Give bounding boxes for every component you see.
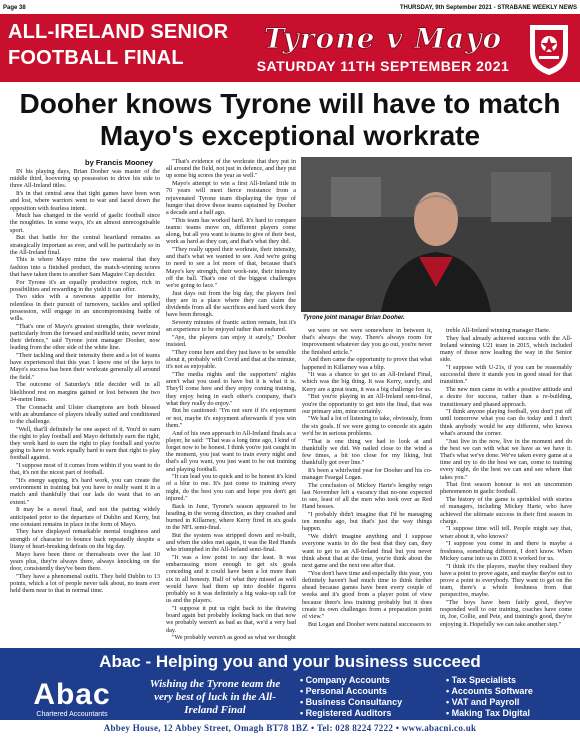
- paragraph: Much has changed in the world of gaelic football since the noughties. In some ways, it's an almost unrecognisable sport.: [10, 212, 160, 234]
- advert-headline: Abac - Helping you and your business succeed: [99, 652, 481, 671]
- paragraph: The Connacht and Ulster champions are both blessed with an abundance of players ideally suited and conditioned to the challenge.: [10, 403, 160, 425]
- paragraph: But that battle for the central heartland remains as strategically important as ever, and will be particularly so in the All-Ireland final.: [10, 234, 160, 256]
- paragraph: "I suppose most of it comes from within if you want to do that, it's not the nicest part of football.: [10, 462, 160, 477]
- paragraph: The new men came in with a positive attitude and a desire for success, rather than a re-building, transitionary and phased approach.: [440, 386, 572, 408]
- page-number: Page 38: [3, 5, 26, 11]
- service-item: • Business Consultancy: [300, 697, 403, 707]
- paragraph: "It was a low point to say the least. It was embarrassing more enough to get six goals conceding and it could have been a lot more than six in all honesty. Half of what they missed as well would have had them up into double figures probably so it was definitely a big wake-up call for us and the players.: [166, 553, 296, 605]
- paragraph: "They come here and they just have to be sensible about it, probably with Covid and that at the minute, it's not as enjoyable.: [166, 348, 296, 371]
- paragraph: "It can lead you to quick and to be honest it's kind of a blur to me. It's just come to training every night, do the best you can and hope you don't get injured.": [166, 473, 296, 502]
- paragraph: "We didn't imagine anything and I suppose everyone wants to do the best that they can, they want to get to an All-Ireland final but you never think about that at the time, you're think about the next game and the next one after that.: [302, 533, 432, 569]
- paragraph: But Logan and Dooher were natural successors to: [308, 620, 432, 628]
- paragraph: But the system was stripped down and re-built, and when the sides met again, it was the Red Hands who triumphed in the All-Ireland semi-final.: [166, 531, 296, 554]
- abac-logo-subtitle: Chartered Accountants: [36, 711, 108, 718]
- paragraph: "It was a chance to get to an All-Ireland Final, which was the big thing. It was Kerry, surely, and Kerry are a great team, it was a big challenge for us.: [302, 371, 432, 393]
- abac-logo-text: Abac: [33, 678, 111, 711]
- banner-title-line1: ALL-IRELAND SENIOR: [8, 21, 229, 43]
- service-item: • Registered Auditors: [300, 708, 392, 718]
- paragraph: "I suppose you come in and there is maybe a freshness, something different, I don't know. When Mickey came into us in 2003 it worked for us.: [440, 540, 572, 562]
- paragraph: "But you're playing in an All-Ireland semi-final, you're the opportunity to get into the final, that was our primary aim, mine certainly.: [302, 393, 432, 415]
- paragraph: But he cautioned: "I'm not sure if it's enjoyment or not, maybe it's enjoyment afterwards if you win them.": [166, 407, 296, 429]
- paragraph: "Their tackling and their intensity there and a lot of teams have experienced that this year. I know one of the keys to Mayo's success has been their workrate generally all around the field.": [10, 352, 160, 381]
- paragraph: It's in that central area that tight games have been won and lost, where warriors went to war and faced down the opposition with fearless intent.: [10, 190, 160, 212]
- paragraph: "I think anyone playing football, you don't put off until tomorrow what you can do today and I don't think anybody would be any different, who knows what's around the corner.: [440, 408, 572, 437]
- paragraph: Back in June, Tyrone's season appeared to be heading in the wrong direction, as they crashed and burned in Killarney, where Kerry fired in six goals in the NFL semi-final.: [166, 502, 296, 532]
- service-item: • Personal Accounts: [300, 686, 387, 696]
- section-banner: [0, 14, 580, 82]
- paragraph: "I suppose time will tell. People might say that, wiser about it, who knows?: [440, 525, 572, 540]
- paragraph: "That's one of Mayo's greatest strengths, their workrate, particularly from the forward and midfield units, never mind their defence," said Tyrone joint manager Dooher, now leading from the other side of the white line.: [10, 322, 160, 352]
- service-item: • Making Tax Digital: [446, 708, 531, 718]
- paragraph: This is where Mayo mine the raw material that they fashion into a finished product, the match-winning scores that have taken them to another Sam Maguire Cup decider.: [10, 256, 160, 278]
- paragraph: "You don't have time and especially this year, you definitely haven't had much time to think further ahead because games have been every couple of weeks and it's good from a player point of view because there's less training probably but it does create its own challenges from a preparation point of view.": [302, 569, 432, 620]
- paragraph: "That is one thing we had to look at and thankfully we did. We nailed close to the wind a few times, a bit too close for my liking, but thankfully got over line.": [302, 437, 432, 467]
- paragraph: It's been a whirlwind year for Dooher and his co-manager Feargal Logan.: [302, 466, 432, 482]
- match-title: Tyrone v Mayo: [263, 22, 503, 55]
- advert-tagline: Wishing the Tyrone team the very best of luck in the All-Ireland Final: [149, 678, 281, 716]
- paragraph: Just days out from the big day, the players feel they are in a place where they can claim the dividends from all the sacrifices and hard work they have been through.: [166, 289, 296, 319]
- paragraph: Seventy minutes of frantic action remain, but it's an experience to be enjoyed rather than endured.: [166, 318, 296, 334]
- paragraph: "This team has worked hard. It's hard to compare teams: teams move on, different players come along, but all you want is teams to give of their best, work as hard as they can, and that's what they did.: [166, 216, 296, 246]
- paragraph: "We probably weren't as good as what we thought: [172, 634, 296, 642]
- paragraph: "I probably didn't imagine that I'd be managing ten months ago, but that's just the way things happen.: [302, 511, 432, 533]
- article-column-4: [440, 327, 572, 642]
- paragraph: "We had a lot of listening to take, obviously, from the six goals. If we were going to concede six again we'd be in serious problems.: [302, 415, 432, 437]
- service-item: • Tax Specialists: [446, 675, 517, 685]
- match-title-box: [254, 22, 512, 80]
- paragraph: And of his own approach to All-Ireland finals as a player, he said: "That was a long time ago, I kind of forget now to be honest. I think you're just caught in the moment, you just want to train every night and that's all you want, you just want to be out training and playing football.: [166, 429, 296, 473]
- paragraph: "The boys have been fairly good, they've responded well to our training, coaches have come in, Joe, Collie, and Pete, and training's good, they're enjoying it. Hopefully we can take another step.": [440, 599, 572, 628]
- paragraph: That first season honour is not an uncommon phenomenon in gaelic football.: [440, 481, 572, 496]
- paragraph: we were or we were somewhere in between it, that's always the way. There's always room for improvement whatever day you go out, you're never the finished article.": [302, 327, 432, 356]
- paragraph: "I suppose with U-21s, if you can be reasonably successful there it stands you in good stead for that transition.": [440, 364, 572, 386]
- paragraph: "That's evidence of the workrate that they put in all around the field, not just in defence, and they put up some big scores the year as well.": [166, 158, 296, 180]
- paragraph: treble All-Ireland winning manager Harte.: [446, 327, 551, 334]
- paragraph: Mayo have been there or thereabouts over the last 10 years plus, they're always there, always knocking on the door, consistently they've been there.: [10, 550, 160, 572]
- advert-address-strip: [0, 720, 580, 737]
- photo-caption: Tyrone joint manager Brian Dooher.: [303, 315, 405, 321]
- abac-logo: [12, 678, 132, 720]
- paragraph: The outcome of Saturday's title decider will in all likelihood rest on margins gained or lost between the two 34-metre lines.: [10, 381, 160, 403]
- article-headline: Dooher knows Tyrone will have to match Mayo's exceptional workrate: [19, 88, 561, 151]
- match-date: SATURDAY 11TH SEPTEMBER 2021: [256, 58, 510, 74]
- paragraph: They have displayed remarkable mental toughness and strength of character to bounce back repeatedly despite a litany of heart-breaking defeats on the big day.: [10, 528, 160, 550]
- paragraph: "Just live in the now, live in the moment and do the best we can with what we have as we have it. That's what we've done. We've taken every game at a time and try to do the best we can, come to training every night, do the best we can and see where that takes you.": [440, 437, 572, 481]
- paragraph: And then came the opportunity to prove that what happened in Killarney was a blip.: [302, 356, 432, 371]
- paragraph: The history of the game is sprinkled with stories of managers, including Mickey Harte, who have achieved the ultimate success in their first season in charge.: [440, 496, 572, 525]
- paragraph: "They really upped their workrate, their intensity, and that's what we wanted to see. And we're going to need to see a lot more of that, because that's Mayo's key strength, their work-rate, their intensity off the ball. That's one of the biggest challenges we're going to face.": [166, 245, 296, 289]
- service-item: • Accounts Software: [446, 686, 533, 696]
- article-column-3: [302, 327, 432, 642]
- paragraph: "Aye, the players can enjoy it surely," Dooher insisted.: [166, 333, 296, 349]
- paragraph: Two sides with a ravenous appetite for intensity, relentless in their pursuit of turnovers, tackles and spilled possession, will engage in an uncompromising battle of wills.: [10, 293, 160, 323]
- service-item: • VAT and Payroll: [446, 697, 520, 707]
- banner-title-line2: FOOTBALL FINAL: [8, 47, 184, 69]
- paragraph: It may be a novel final, and not the pairing widely anticipated prior to the departure of Dublin and Kerry, but one constant remains in place in the form of Mayo.: [10, 506, 160, 528]
- article-column-2: [166, 158, 296, 642]
- manager-photo-illustration: [301, 157, 572, 312]
- paragraph: For Tyrone it's an equally productive region, rich in possibilities and rewarding in the yield it can offer.: [10, 278, 160, 293]
- paragraph: IN his playing days, Brian Dooher was master of the middle third, hoovering up possession to drive his side to three All-Ireland titles.: [10, 168, 160, 190]
- paragraph: Mayo's attempt to win a first All-Ireland title in 70 years will meet fierce resistance from a rejuvenated Tyrone team displaying the type of hunger that drove those teams captained by Dooher a decade and a half ago.: [166, 180, 296, 216]
- paragraph: "It's energy sapping, it's hard work, you can create the environment in training but you have to really want it in a match and thankfully that our lads do want that to an extent.": [10, 477, 160, 506]
- paragraph: "I think it's the players, maybe they realised they have a point to prove again, and maybe they're out to prove a point to everybody. They want to get on the team, there's a whole freshness from that perspective, maybe.: [440, 562, 572, 599]
- article-photo: [301, 157, 572, 312]
- paragraph: "They have a phenomenal outfit. They held Dublin to 13 points, which a lot of people never talk about, no team ever held them near to that in normal time.: [10, 572, 160, 595]
- paragraph: "The media nights and the supporters' nights aren't what you used to have but it is what it is. They'll come here and they enjoy coming training, they enjoy being in each other's company, that's what they really do enjoy.": [166, 370, 296, 407]
- tyrone-crest-icon: [527, 22, 571, 76]
- abac-advert: [0, 648, 580, 737]
- article-byline: by Francis Mooney: [85, 158, 153, 167]
- paragraph: They had already achieved success with the All-Ireland winning U21 team in 2015, which included many of those now leading the way in the Senior side.: [440, 334, 572, 364]
- paragraph: The conclusion of Mickey Harte's lengthy reign last November left a vacancy that no-one expected to see, least of all the men who took over as Red Hand bosses.: [302, 481, 432, 511]
- article-column-1: [10, 168, 160, 642]
- issue-date: THURSDAY, 9th September 2021 - STRABANE WEEKLY NEWS: [399, 5, 577, 11]
- paragraph: "I suppose it put us right back to the drawing board again but probably looking back on that now we probably weren't as bad as that, we'd a very bad day.: [166, 604, 296, 634]
- advert-address: Abbey House, 12 Abbey Street, Omagh BT78 1BZ • Tel: 028 8224 7222 • www.abacni.co.uk: [103, 723, 477, 733]
- paragraph: "Well, that'll definitely be one aspect of it. You'd to earn the right to play football and Mayo definitely earn the right, they work hard to earn the right to play football and you're going to have to work equally hard to earn that right to play football against.: [10, 425, 160, 462]
- service-item: • Company Accounts: [300, 675, 390, 685]
